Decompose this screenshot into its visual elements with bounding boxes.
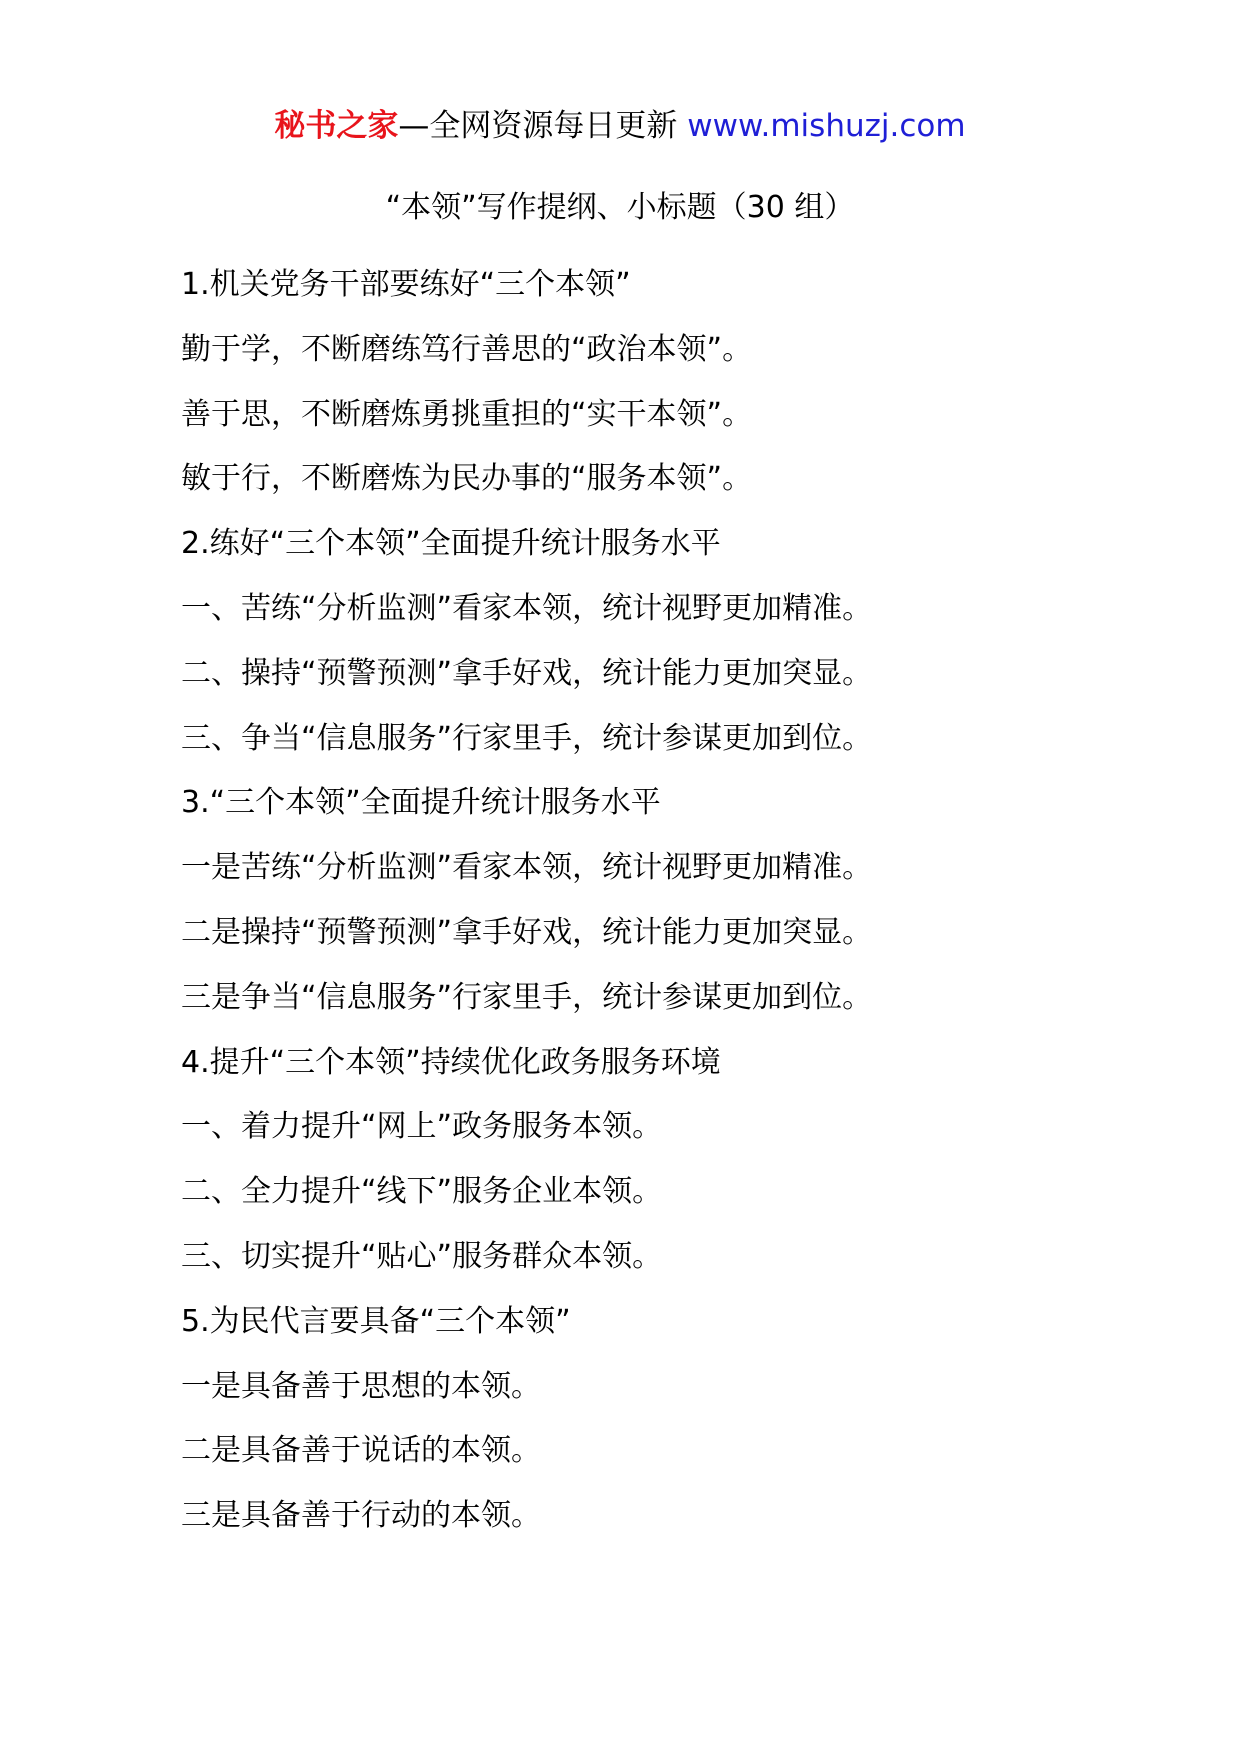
content-line: 三、争当“信息服务”行家里手，统计参谋更加到位。 [181,720,873,756]
content-line: 二、全力提升“线下”服务企业本领。 [181,1174,663,1210]
section-heading: 3.“三个本领”全面提升统计服务水平 [181,785,661,821]
content-line: 一、着力提升“网上”政务服务本领。 [181,1109,663,1145]
section-heading: 5.为民代言要具备“三个本领” [181,1303,571,1339]
document-title: “本领”写作提纲、小标题（30 组） [385,190,855,225]
content-line: 三是具备善于行动的本领。 [181,1498,541,1534]
site-url-link[interactable]: www.mishuzj.com [687,108,966,144]
content-line: 二是具备善于说话的本领。 [181,1433,541,1469]
content-line: 三、切实提升“贴心”服务群众本领。 [181,1238,663,1274]
content-lines [181,258,1181,1554]
content-line: 二、操持“预警预测”拿手好戏，统计能力更加突显。 [181,655,873,691]
site-header [0,98,1240,154]
content-line: 勤于学，不断磨练笃行善思的“政治本领”。 [181,331,753,367]
content-line: 善于思，不断磨炼勇挑重担的“实干本领”。 [181,396,753,432]
section-heading: 4.提升“三个本领”持续优化政务服务环境 [181,1044,721,1080]
section-heading: 2.练好“三个本领”全面提升统计服务水平 [181,526,721,562]
content-line: 敏于行，不断磨炼为民办事的“服务本领”。 [181,461,753,497]
content-line: 三是争当“信息服务”行家里手，统计参谋更加到位。 [181,979,873,1015]
header-tagline: —全网资源每日更新 [398,108,688,144]
content-line: 二是操持“预警预测”拿手好戏，统计能力更加突显。 [181,914,873,950]
content-line: 一是具备善于思想的本领。 [181,1368,541,1404]
content-line: 一、苦练“分析监测”看家本领，统计视野更加精准。 [181,590,873,626]
section-heading: 1.机关党务干部要练好“三个本领” [181,267,631,302]
brand-name: 秘书之家 [274,108,399,144]
content-line: 一是苦练“分析监测”看家本领，统计视野更加精准。 [181,850,873,886]
